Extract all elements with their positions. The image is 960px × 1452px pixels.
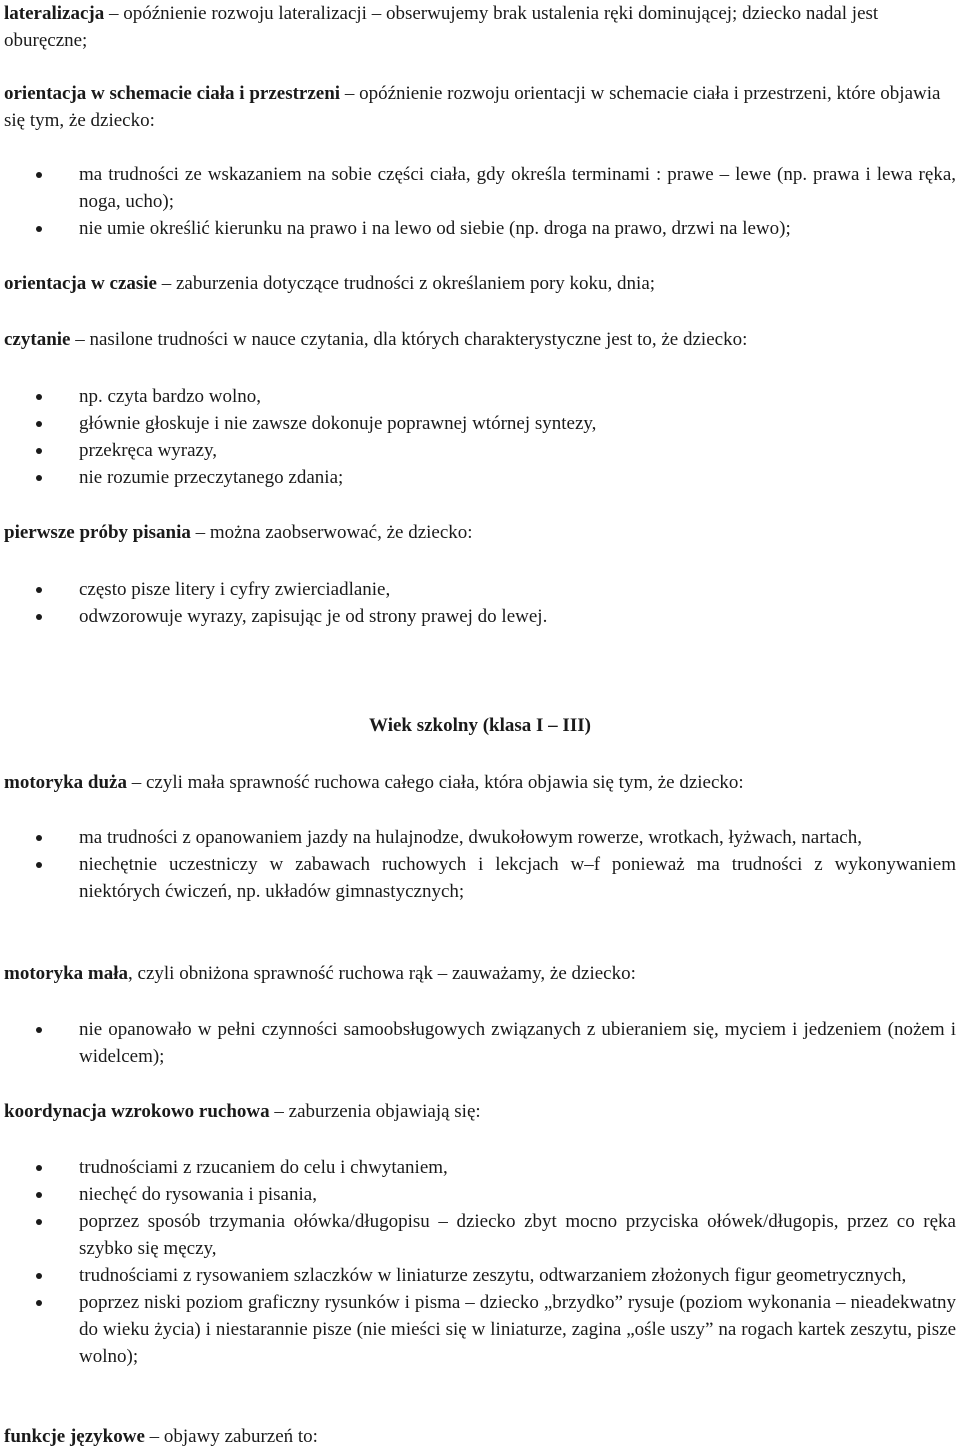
text-koordynacja: – zaburzenia objawiają się: [269, 1101, 481, 1122]
paragraph-motoryka-duza [4, 769, 956, 796]
text-pisanie: – można zaobserwować, że dziecko: [190, 522, 473, 543]
term-koordynacja: koordynacja wzrokowo ruchowa [4, 1101, 270, 1122]
list-item: przekręca wyrazy, [4, 437, 956, 464]
term-motoryka-duza: motoryka duża [4, 772, 127, 793]
term-funkcje-jezykowe: funkcje językowe [4, 1426, 145, 1447]
term-orientacja-schemat: orientacja w schemacie ciała i przestrzeni [4, 83, 341, 104]
list-item: np. czyta bardzo wolno, [4, 383, 956, 410]
list-czytanie [4, 383, 956, 491]
term-lateralizacja: lateralizacja [4, 3, 105, 24]
list-item: trudnościami z rzucaniem do celu i chwytaniem, [4, 1154, 956, 1181]
paragraph-motoryka-mala [4, 960, 956, 987]
term-czytanie: czytanie [4, 329, 71, 350]
list-pisanie [4, 576, 956, 630]
text-czytanie: – nasilone trudności w nauce czytania, dla których charakterystyczne jest to, że dziecko: [70, 329, 748, 350]
text-orientacja-czas: – zaburzenia dotyczące trudności z określaniem pory koku, dnia; [157, 273, 656, 294]
list-item: poprzez sposób trzymania ołówka/długopisu – dziecko zbyt mocno przyciska ołówek/długopis, przez co ręka szybko się męczy, [4, 1208, 956, 1262]
text-motoryka-mala: , czyli obniżona sprawność ruchowa rąk – zauważamy, że dziecko: [128, 963, 636, 984]
text-lateralizacja: – opóźnienie rozwoju lateralizacji – obserwujemy brak ustalenia ręki dominującej; dziecko nadal jest oburęczne; [4, 3, 879, 51]
paragraph-pisanie [4, 519, 956, 546]
text-funkcje-jezykowe: – objawy zaburzeń to: [144, 1426, 318, 1447]
section-heading-wiek-szkolny: Wiek szkolny (klasa I – III) [369, 715, 591, 736]
list-item: nie opanowało w pełni czynności samoobsługowych związanych z ubieraniem się, myciem i jedzeniem (nożem i widelcem); [4, 1016, 956, 1070]
list-item: trudnościami z rysowaniem szlaczków w liniaturze zeszytu, odtwarzaniem złożonych figur geometrycznych, [4, 1262, 956, 1289]
text-motoryka-duza: – czyli mała sprawność ruchowa całego ciała, która objawia się tym, że dziecko: [126, 772, 744, 793]
list-item: często pisze litery i cyfry zwierciadlanie, [4, 576, 956, 603]
list-motoryka-duza [4, 824, 956, 905]
paragraph-koordynacja [4, 1098, 956, 1125]
list-item: ma trudności z opanowaniem jazdy na hulajnodze, dwukołowym rowerze, wrotkach, łyżwach, nartach, [4, 824, 956, 851]
paragraph-funkcje-jezykowe [4, 1423, 956, 1450]
paragraph-lateralizacja [4, 0, 956, 54]
paragraph-orientacja-schemat [4, 80, 956, 134]
list-koordynacja [4, 1154, 956, 1370]
list-item: niechęć do rysowania i pisania, [4, 1181, 956, 1208]
paragraph-czytanie [4, 326, 956, 353]
term-motoryka-mala: motoryka mała [4, 963, 129, 984]
list-orientacja-schemat [4, 161, 956, 242]
list-item: ma trudności ze wskazaniem na sobie części ciała, gdy określa terminami : prawe – lewe (np. prawa i lewa ręka, noga, ucho); [4, 161, 956, 215]
list-motoryka-mala [4, 1016, 956, 1070]
text-orientacja-schemat: – opóźnienie rozwoju orientacji w schemacie ciała i przestrzeni, które objawia się tym, że dziecko: [4, 83, 941, 131]
list-item: nie rozumie przeczytanego zdania; [4, 464, 956, 491]
list-item: poprzez niski poziom graficzny rysunków i pisma – dziecko „brzydko” rysuje (poziom wykonania – nieadekwatny do wieku życia) i niestarannie pisze (nie mieści się w liniaturze, zagina „ośle uszy” na rogach kartek zeszytu, pisze wolno); [4, 1289, 956, 1370]
paragraph-orientacja-czas [4, 270, 956, 297]
list-item: odwzorowuje wyrazy, zapisując je od strony prawej do lewej. [4, 603, 956, 630]
list-item: głównie głoskuje i nie zawsze dokonuje poprawnej wtórnej syntezy, [4, 410, 956, 437]
list-item: nie umie określić kierunku na prawo i na lewo od siebie (np. droga na prawo, drzwi na lewo); [4, 215, 956, 242]
term-orientacja-czas: orientacja w czasie [4, 273, 157, 294]
list-item: niechętnie uczestniczy w zabawach ruchowych i lekcjach w–f ponieważ ma trudności z wykonywaniem niektórych ćwiczeń, np. układów gimnastycznych; [4, 851, 956, 905]
term-pisanie: pierwsze próby pisania [4, 522, 191, 543]
